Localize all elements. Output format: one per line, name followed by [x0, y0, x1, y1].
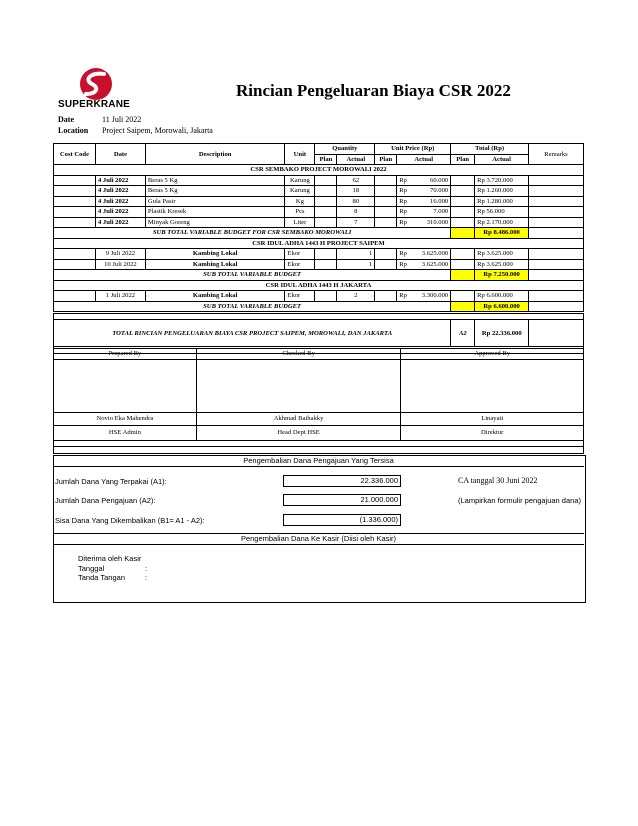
subtotal-remarks [529, 270, 584, 281]
subtotal-label: SUB TOTAL VARIABLE BUDGET [54, 270, 451, 281]
currency: Rp [399, 260, 407, 268]
grand-total-value: Rp 22.336.000 [475, 320, 529, 347]
subtotal-label: SUB TOTAL VARIABLE BUDGET FOR CSR SEMBAKO MOROWALI [54, 228, 451, 239]
row-total-actual: Rp 3.720.000 [475, 175, 529, 186]
subtotal-value: Rp 8.486.000 [475, 228, 529, 239]
row-date: 4 Juli 2022 [95, 175, 145, 186]
row-unit: Ekor [285, 291, 315, 302]
row-price-plan [375, 207, 397, 218]
header-date: Date [95, 144, 145, 165]
cashier-date-label: Tanggal [78, 564, 105, 573]
row-remarks [529, 291, 584, 302]
row-total-plan [451, 207, 475, 218]
row-total-actual: Rp 3.625.000 [475, 259, 529, 270]
row-price-plan [375, 259, 397, 270]
unit-price: 3.625.000 [421, 250, 449, 258]
row-remarks [529, 175, 584, 186]
row-total-actual: Rp 2.170.000 [475, 217, 529, 228]
refund-heading: Pengembalian Dana Pengajuan Yang Tersisa [53, 456, 584, 467]
cost-code-cell [54, 291, 96, 302]
header-unit-price: Unit Price (Rp) [375, 144, 451, 155]
table-row [54, 259, 584, 270]
row-price-actual [397, 196, 451, 207]
unit-price: 310.000 [426, 218, 449, 226]
subtotal-plan [451, 301, 475, 312]
prepared-role: HSE Admin [54, 425, 197, 440]
cost-code-cell [54, 196, 96, 207]
currency: Rp [399, 292, 407, 300]
row-price-actual [397, 175, 451, 186]
row-total-actual: Rp 56.000 [475, 207, 529, 218]
row-price-actual [397, 217, 451, 228]
row-unit: Liter [285, 217, 315, 228]
cost-code-cell [54, 249, 96, 260]
approved-role: Direktur [401, 425, 584, 440]
unit-price: 7.000 [433, 208, 449, 216]
signature-table [53, 348, 584, 454]
subtotal-row [54, 270, 584, 281]
prepared-name: Novio Eka Mahendra [54, 412, 197, 425]
section-title-row [54, 238, 584, 249]
cost-code-cell [54, 207, 96, 218]
checked-role: Head Dept HSE [196, 425, 401, 440]
row-qty-actual: 62 [337, 175, 375, 186]
row-unit: Karung [285, 175, 315, 186]
page-title: Rincian Pengeluaran Biaya CSR 2022 [236, 81, 511, 100]
row-description: Kambing Lokal [145, 249, 285, 260]
checked-signature-area [196, 359, 401, 412]
header-price-actual: Actual [397, 154, 451, 165]
cost-code-cell [54, 175, 96, 186]
row-description: Beras 5 Kg [145, 186, 285, 197]
row-price-actual [397, 249, 451, 260]
row-total-actual: Rp 3.625.000 [475, 249, 529, 260]
row-total-plan [451, 186, 475, 197]
location-value: Project Saipem, Morowali, Jakarta [102, 126, 213, 135]
row-date: 4 Juli 2022 [95, 186, 145, 197]
row-total-actual: Rp 6.600.000 [475, 291, 529, 302]
row-date: 4 Juli 2022 [95, 217, 145, 228]
cashier-date-colon: : [145, 564, 148, 573]
row-price-plan [375, 217, 397, 228]
location-label: Location [58, 126, 89, 135]
cost-code-cell [54, 217, 96, 228]
row-description: Kambing Lokal [145, 259, 285, 270]
grand-total-code: A2 [451, 320, 475, 347]
date-value: 11 Juli 2022 [102, 115, 142, 124]
ca-note: CA tanggal 30 Juni 2022 [458, 476, 538, 485]
header-cost-code: Cost Code [54, 144, 96, 165]
row-remarks [529, 249, 584, 260]
subtotal-value: Rp 6.600.000 [475, 301, 529, 312]
section-title: CSR IDUL ADHA 1443 H JAKARTA [54, 280, 584, 291]
cashier-sign-label: Tanda Tangan [78, 573, 125, 582]
row-price-actual [397, 207, 451, 218]
date-row [58, 115, 141, 124]
row-total-plan [451, 259, 475, 270]
row-qty-plan [315, 259, 337, 270]
submitted-funds-label: Jumlah Dana Pengajuan (A2): [55, 496, 156, 505]
row-price-plan [375, 196, 397, 207]
table-row [54, 186, 584, 197]
section-title-row [54, 165, 584, 176]
table-row [54, 217, 584, 228]
cost-table [53, 143, 584, 312]
submitted-funds-value: 21.000.000 [283, 494, 401, 506]
table-row [54, 249, 584, 260]
row-qty-plan [315, 249, 337, 260]
row-qty-actual: 8 [337, 207, 375, 218]
row-unit: Karung [285, 186, 315, 197]
subtotal-remarks [529, 301, 584, 312]
currency: Rp [399, 187, 407, 195]
table-row [54, 207, 584, 218]
cost-code-cell [54, 186, 96, 197]
header-total-plan: Plan [451, 154, 475, 165]
header-total-actual: Actual [475, 154, 529, 165]
prepared-signature-area [54, 359, 197, 412]
row-qty-plan [315, 196, 337, 207]
received-by-cashier-label: Diterima oleh Kasir [78, 554, 142, 563]
approved-by-label: Approved By [401, 349, 584, 360]
subtotal-label: SUB TOTAL VARIABLE BUDGET [54, 301, 451, 312]
subtotal-remarks [529, 228, 584, 239]
header-qty-plan: Plan [315, 154, 337, 165]
cashier-sign-colon: : [145, 573, 148, 582]
checked-name: Akhmad Baihakky [196, 412, 401, 425]
section-title: CSR SEMBAKO PROJECT MOROWALI 2022 [54, 165, 584, 176]
row-total-plan [451, 196, 475, 207]
subtotal-plan [451, 270, 475, 281]
row-unit: Kg [285, 196, 315, 207]
grand-total-label: TOTAL RINCIAN PENGELUARAN BIAYA CSR PROJECT SAIPEM, MOROWALI, DAN JAKARTA [54, 320, 451, 347]
approved-name: Linayati [401, 412, 584, 425]
row-qty-actual: 7 [337, 217, 375, 228]
row-qty-actual: 1 [337, 249, 375, 260]
cost-code-cell [54, 259, 96, 270]
row-remarks [529, 259, 584, 270]
row-total-actual: Rp 1.260.000 [475, 186, 529, 197]
row-description: Plastik Kresek [145, 207, 285, 218]
row-total-actual: Rp 1.280.000 [475, 196, 529, 207]
header-quantity: Quantity [315, 144, 375, 155]
row-qty-plan [315, 175, 337, 186]
location-row [58, 126, 213, 135]
currency: Rp [399, 208, 407, 216]
subtotal-plan [451, 228, 475, 239]
row-unit: Ekor [285, 249, 315, 260]
row-price-actual [397, 186, 451, 197]
row-remarks [529, 186, 584, 197]
subtotal-row [54, 228, 584, 239]
row-total-plan [451, 175, 475, 186]
row-price-plan [375, 186, 397, 197]
section-title: CSR IDUL ADHA 1443 H PROJECT SAIPEM [54, 238, 584, 249]
row-description: Kambing Lokal [145, 291, 285, 302]
unit-price: 3.300.000 [421, 292, 449, 300]
row-remarks [529, 196, 584, 207]
row-date: 4 Juli 2022 [95, 207, 145, 218]
row-unit: Pcs [285, 207, 315, 218]
table-row [54, 175, 584, 186]
row-date: 1 Juli 2022 [95, 291, 145, 302]
row-date: 10 Juli 2022 [95, 259, 145, 270]
row-total-plan [451, 291, 475, 302]
prepared-by-label: Prepared By [54, 349, 197, 360]
row-price-plan [375, 291, 397, 302]
header-description: Description [145, 144, 285, 165]
date-label: Date [58, 115, 74, 124]
row-price-actual [397, 259, 451, 270]
row-qty-actual: 18 [337, 186, 375, 197]
unit-price: 3.625.000 [421, 260, 449, 268]
subtotal-row [54, 301, 584, 312]
used-funds-value: 22.336.000 [283, 475, 401, 487]
checked-by-label: Checked By [196, 349, 401, 360]
row-price-plan [375, 175, 397, 186]
row-description: Minyak Goreng [145, 217, 285, 228]
row-qty-actual: 80 [337, 196, 375, 207]
row-price-plan [375, 249, 397, 260]
subtotal-value: Rp 7.250.000 [475, 270, 529, 281]
header-price-plan: Plan [375, 154, 397, 165]
row-qty-plan [315, 217, 337, 228]
row-qty-plan [315, 186, 337, 197]
table-row [54, 291, 584, 302]
remaining-funds-label: Sisa Dana Yang Dikembalikan (B1= A1 - A2): [55, 516, 205, 525]
row-qty-plan [315, 207, 337, 218]
currency: Rp [399, 176, 407, 184]
remaining-funds-value: (1.336.000) [283, 514, 401, 526]
row-date: 9 Juli 2022 [95, 249, 145, 260]
row-price-actual [397, 291, 451, 302]
row-remarks [529, 217, 584, 228]
approved-signature-area [401, 359, 584, 412]
row-remarks [529, 207, 584, 218]
attach-note: (Lampirkan formulir pengajuan dana) [458, 496, 581, 505]
row-unit: Ekor [285, 259, 315, 270]
row-total-plan [451, 249, 475, 260]
header-unit: Unit [285, 144, 315, 165]
header-qty-actual: Actual [337, 154, 375, 165]
brand-name: SUPERKRANE [58, 99, 131, 110]
row-qty-plan [315, 291, 337, 302]
section-title-row [54, 280, 584, 291]
currency: Rp [399, 197, 407, 205]
row-qty-actual: 2 [337, 291, 375, 302]
unit-price: 70.000 [430, 187, 449, 195]
row-description: Beras 5 Kg [145, 175, 285, 186]
table-row [54, 196, 584, 207]
header-total: Total (Rp) [451, 144, 529, 155]
unit-price: 60.000 [430, 176, 449, 184]
cashier-heading: Pengembalian Dana Ke Kasir (Diisi oleh Kasir) [53, 533, 584, 545]
currency: Rp [399, 218, 407, 226]
header-remarks: Remarks [529, 144, 584, 165]
row-qty-actual: 1 [337, 259, 375, 270]
used-funds-label: Jumlah Dana Yang Terpakai (A1): [55, 477, 167, 486]
currency: Rp [399, 250, 407, 258]
row-date: 4 Juli 2022 [95, 196, 145, 207]
unit-price: 16.000 [430, 197, 449, 205]
row-total-plan [451, 217, 475, 228]
row-description: Gula Pasir [145, 196, 285, 207]
